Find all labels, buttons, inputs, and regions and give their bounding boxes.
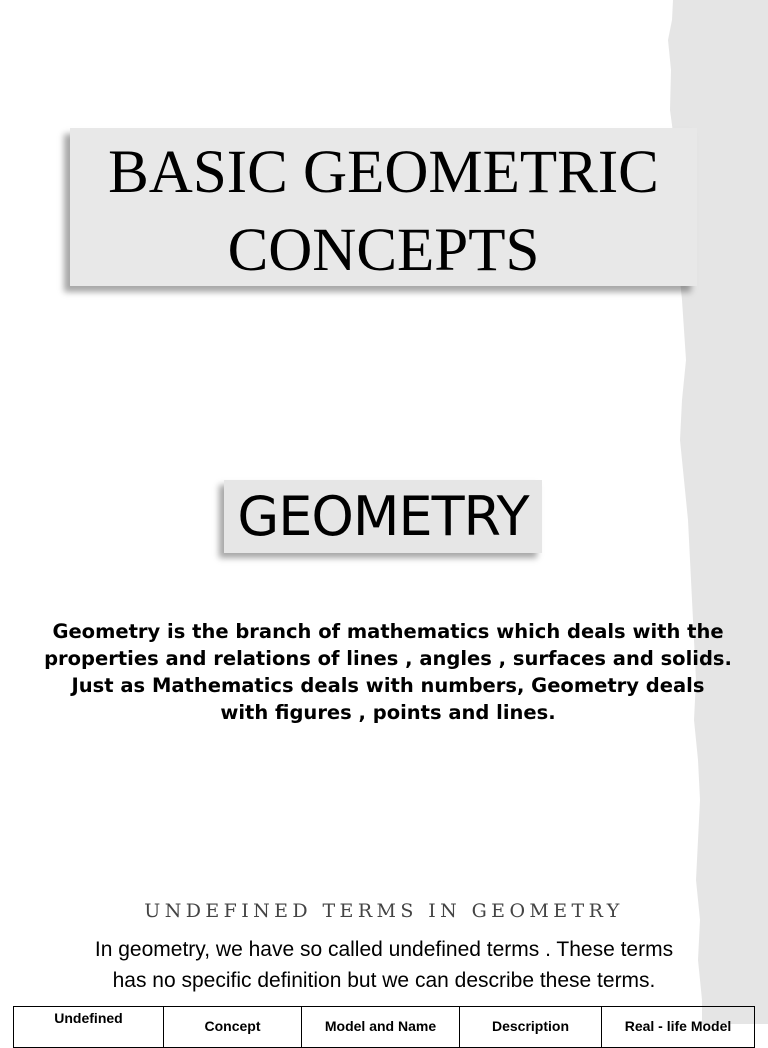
geometry-heading: GEOMETRY xyxy=(237,485,529,548)
undefined-terms-intro xyxy=(0,934,768,996)
definition-line: with figures , points and lines. xyxy=(220,701,556,724)
undefined-terms-table xyxy=(13,1006,755,1048)
geometry-heading-box xyxy=(224,480,542,553)
definition-line: Just as Mathematics deals with numbers, Geometry deals xyxy=(71,674,705,697)
document-title xyxy=(70,128,697,290)
definition-line: Geometry is the branch of mathematics which deals with the xyxy=(52,620,724,643)
header-model-and-name: Model and Name xyxy=(302,1007,460,1048)
header-description: Description xyxy=(460,1007,602,1048)
table-header-row xyxy=(14,1007,755,1048)
title-box xyxy=(70,128,697,286)
intro-line: In geometry, we have so called undefined terms . These terms xyxy=(94,938,674,961)
undefined-terms-heading: UNDEFINED TERMS IN GEOMETRY xyxy=(144,900,624,922)
title-line-1: BASIC GEOMETRIC xyxy=(108,139,659,206)
geometry-definition xyxy=(20,618,756,726)
header-concept: Concept xyxy=(164,1007,302,1048)
title-line-2: CONCEPTS xyxy=(227,217,540,284)
header-undefined: Undefined xyxy=(14,1007,164,1048)
definition-line: properties and relations of lines , angles , surfaces and solids. xyxy=(44,647,732,670)
intro-line: has no specific definition but we can describe these terms. xyxy=(112,969,656,992)
header-real-life-model: Real - life Model xyxy=(602,1007,755,1048)
